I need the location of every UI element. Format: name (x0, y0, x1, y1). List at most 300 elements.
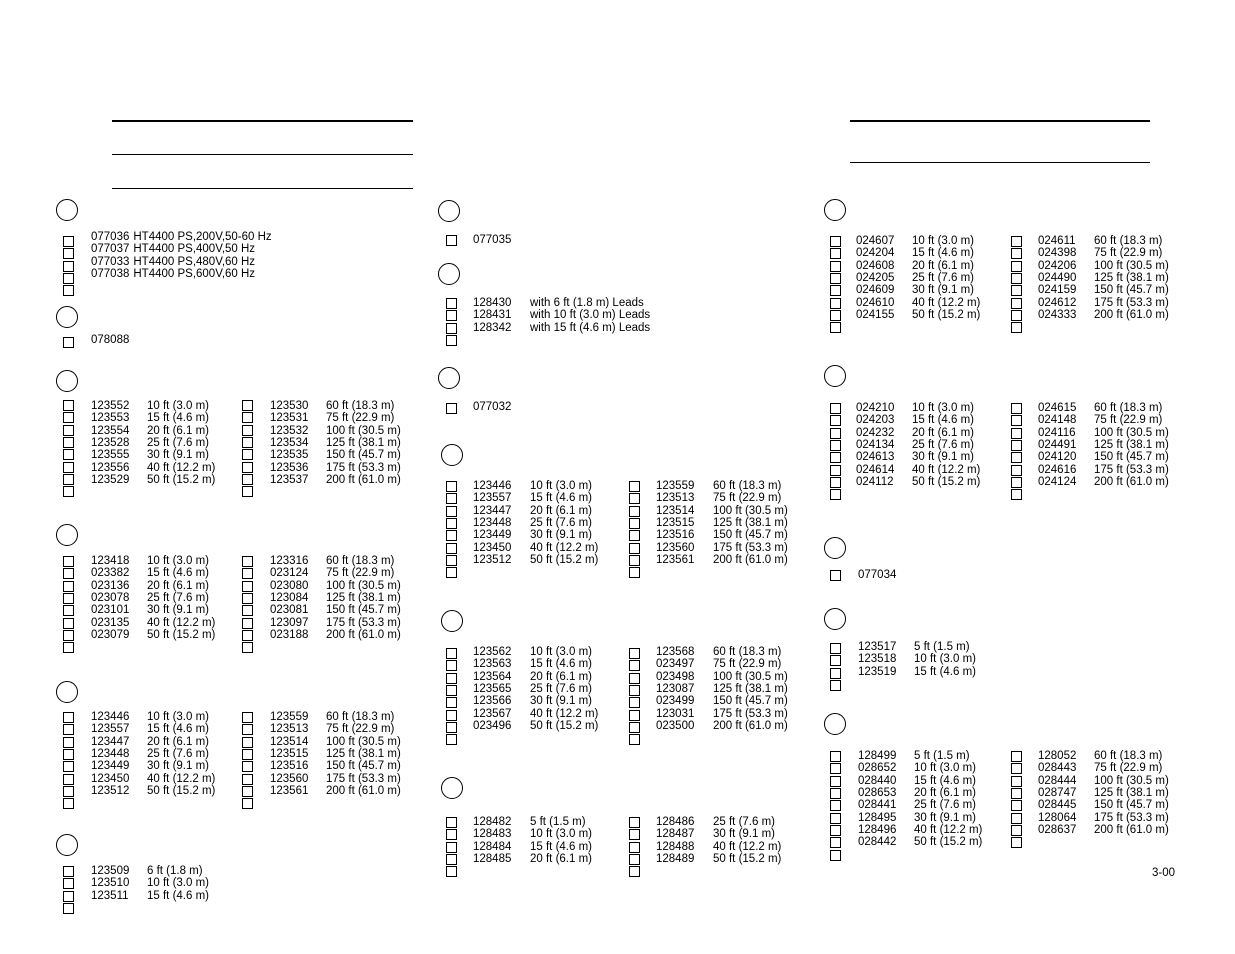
part-description: 125 ft (38.1 m) (1094, 439, 1169, 452)
part-number: 024333 (1038, 309, 1077, 322)
order-checkbox[interactable] (446, 817, 457, 828)
order-checkbox[interactable] (242, 462, 253, 473)
order-checkbox[interactable] (629, 493, 640, 504)
part-row (91, 877, 209, 889)
part-number: 028443 (1038, 762, 1077, 775)
order-checkbox[interactable] (830, 322, 841, 333)
order-checkbox[interactable] (242, 737, 253, 748)
order-checkbox[interactable] (629, 543, 640, 554)
order-checkbox[interactable] (830, 643, 841, 654)
part-description: 125 ft (38.1 m) (326, 748, 401, 761)
order-checkbox[interactable] (446, 518, 457, 529)
order-checkbox[interactable] (1011, 248, 1022, 259)
order-checkbox[interactable] (1011, 489, 1022, 500)
part-description: 150 ft (45.7 m) (326, 604, 401, 617)
order-checkbox[interactable] (446, 493, 457, 504)
order-checkbox[interactable] (446, 235, 457, 246)
checkbox-column (446, 235, 457, 247)
part-row (270, 773, 401, 785)
part-number: 123554 (91, 424, 130, 437)
part-row (473, 683, 598, 695)
order-checkbox[interactable] (63, 486, 74, 497)
order-checkbox[interactable] (629, 685, 640, 696)
part-description: 20 ft (6.1 m) (914, 787, 976, 800)
part-row (473, 671, 598, 683)
part-row (656, 542, 788, 554)
part-description: 60 ft (18.3 m) (713, 480, 782, 492)
order-checkbox[interactable] (1011, 477, 1022, 488)
part-description: 150 ft (45.7 m) (713, 529, 788, 542)
part-description: 200 ft (61.0 m) (326, 785, 401, 798)
order-checkbox[interactable] (63, 737, 74, 748)
part-row (473, 554, 598, 566)
order-checkbox[interactable] (1011, 261, 1022, 272)
part-description: 75 ft (22.9 m) (713, 492, 782, 505)
order-checkbox[interactable] (1011, 751, 1022, 762)
order-checkbox[interactable] (63, 630, 74, 641)
order-checkbox[interactable] (63, 412, 74, 423)
order-checkbox[interactable] (63, 285, 74, 296)
part-number: 123097 (270, 616, 309, 629)
part-row (473, 401, 530, 413)
part-number: 024124 (1038, 476, 1077, 489)
order-checkbox[interactable] (629, 518, 640, 529)
part-list (270, 711, 401, 797)
part-row (473, 720, 598, 732)
order-checkbox[interactable] (1011, 322, 1022, 333)
order-checkbox[interactable] (446, 673, 457, 684)
order-checkbox[interactable] (446, 543, 457, 554)
part-number: 024134 (856, 439, 895, 452)
part-row (91, 437, 215, 449)
part-description: 100 ft (30.5 m) (1094, 774, 1169, 787)
order-checkbox[interactable] (63, 337, 74, 348)
order-checkbox[interactable] (629, 673, 640, 684)
order-checkbox[interactable] (1011, 285, 1022, 296)
part-description: 40 ft (12.2 m) (147, 616, 216, 629)
part-row (856, 464, 980, 476)
part-number: 028442 (858, 836, 897, 849)
checkbox-column (446, 817, 457, 879)
order-checkbox[interactable] (1011, 788, 1022, 799)
order-checkbox[interactable] (629, 506, 640, 517)
order-checkbox[interactable] (63, 556, 74, 567)
order-checkbox[interactable] (242, 712, 253, 723)
order-checkbox[interactable] (629, 710, 640, 721)
order-checkbox[interactable] (830, 800, 841, 811)
part-row (656, 529, 788, 541)
order-checkbox[interactable] (446, 481, 457, 492)
part-row (473, 309, 650, 321)
order-checkbox[interactable] (830, 680, 841, 691)
order-checkbox[interactable] (63, 462, 74, 473)
order-checkbox[interactable] (629, 648, 640, 659)
part-description: 40 ft (12.2 m) (530, 707, 599, 720)
part-description: 50 ft (15.2 m) (530, 554, 599, 567)
order-checkbox[interactable] (629, 481, 640, 492)
order-checkbox[interactable] (242, 412, 253, 423)
order-checkbox[interactable] (242, 400, 253, 411)
page-number: 3-00 (1152, 867, 1176, 879)
order-checkbox[interactable] (830, 298, 841, 309)
part-number: 028445 (1038, 799, 1077, 812)
item-callout-circle (56, 370, 78, 392)
order-checkbox[interactable] (446, 734, 457, 745)
part-description: 20 ft (6.1 m) (530, 504, 592, 517)
order-checkbox[interactable] (63, 236, 74, 247)
order-checkbox[interactable] (1011, 415, 1022, 426)
part-number: 123561 (270, 785, 309, 798)
part-row (858, 824, 982, 836)
order-checkbox[interactable] (830, 261, 841, 272)
order-checkbox[interactable] (1011, 813, 1022, 824)
order-checkbox[interactable] (242, 449, 253, 460)
checkbox-column (446, 403, 457, 415)
order-checkbox[interactable] (446, 866, 457, 877)
part-description: 20 ft (6.1 m) (147, 424, 209, 437)
part-number: 123448 (473, 517, 512, 530)
order-checkbox[interactable] (63, 903, 74, 914)
part-description: 25 ft (7.6 m) (147, 592, 209, 605)
part-description: 175 ft (53.3 m) (326, 616, 401, 629)
part-number: 128487 (656, 828, 695, 841)
order-checkbox[interactable] (830, 428, 841, 439)
order-checkbox[interactable] (63, 761, 74, 772)
order-checkbox[interactable] (63, 786, 74, 797)
order-checkbox[interactable] (242, 605, 253, 616)
part-description: 150 ft (45.7 m) (713, 695, 788, 708)
order-checkbox[interactable] (830, 776, 841, 787)
order-checkbox[interactable] (1011, 298, 1022, 309)
order-checkbox[interactable] (830, 465, 841, 476)
order-checkbox[interactable] (830, 655, 841, 666)
part-row (656, 828, 781, 840)
order-checkbox[interactable] (63, 724, 74, 735)
part-row (858, 666, 976, 678)
order-checkbox[interactable] (830, 403, 841, 414)
part-number: 123535 (270, 449, 309, 462)
order-checkbox[interactable] (830, 285, 841, 296)
order-checkbox[interactable] (242, 474, 253, 485)
order-checkbox[interactable] (1011, 800, 1022, 811)
order-checkbox[interactable] (830, 668, 841, 679)
part-row (91, 555, 215, 567)
order-checkbox[interactable] (446, 829, 457, 840)
order-checkbox[interactable] (63, 400, 74, 411)
part-number: 028441 (858, 799, 897, 812)
part-row (91, 412, 215, 424)
part-description: 40 ft (12.2 m) (912, 463, 981, 476)
order-checkbox[interactable] (242, 437, 253, 448)
order-checkbox[interactable] (242, 798, 253, 809)
order-checkbox[interactable] (446, 842, 457, 853)
part-row (656, 517, 788, 529)
order-checkbox[interactable] (63, 581, 74, 592)
part-list (473, 234, 530, 246)
part-row (858, 641, 976, 653)
order-checkbox[interactable] (1011, 236, 1022, 247)
order-checkbox[interactable] (446, 403, 457, 414)
item-callout-circle (438, 200, 460, 222)
order-checkbox[interactable] (63, 878, 74, 889)
order-checkbox[interactable] (242, 568, 253, 579)
part-number: 123514 (270, 735, 309, 748)
order-checkbox[interactable] (830, 837, 841, 848)
order-checkbox[interactable] (242, 425, 253, 436)
part-number: 123530 (270, 400, 309, 412)
part-row (858, 653, 976, 665)
part-row (856, 235, 980, 247)
order-checkbox[interactable] (629, 722, 640, 733)
order-checkbox[interactable] (446, 555, 457, 566)
part-description: 100 ft (30.5 m) (326, 735, 401, 748)
part-number: 123537 (270, 474, 309, 487)
part-number: 024607 (856, 235, 895, 247)
part-description: 150 ft (45.7 m) (1094, 451, 1169, 464)
order-checkbox[interactable] (830, 570, 841, 581)
order-checkbox[interactable] (1011, 440, 1022, 451)
part-description: 200 ft (61.0 m) (713, 720, 788, 733)
part-number: 123559 (270, 711, 309, 723)
order-checkbox[interactable] (629, 842, 640, 853)
part-number: 077033 (91, 255, 130, 268)
order-checkbox[interactable] (629, 817, 640, 828)
part-number: 123529 (91, 474, 130, 487)
part-description: 200 ft (61.0 m) (1094, 476, 1169, 489)
part-number: 123518 (858, 653, 897, 666)
order-checkbox[interactable] (629, 829, 640, 840)
order-checkbox[interactable] (830, 477, 841, 488)
part-row (91, 773, 215, 785)
part-row (91, 449, 215, 461)
order-checkbox[interactable] (1011, 837, 1022, 848)
part-row (1038, 284, 1169, 296)
order-checkbox[interactable] (446, 854, 457, 865)
order-checkbox[interactable] (63, 866, 74, 877)
order-checkbox[interactable] (629, 530, 640, 541)
part-number: 024205 (856, 272, 895, 285)
part-row (270, 425, 401, 437)
order-checkbox[interactable] (830, 452, 841, 463)
order-checkbox[interactable] (242, 630, 253, 641)
part-description: 60 ft (18.3 m) (326, 555, 395, 567)
order-checkbox[interactable] (446, 298, 457, 309)
part-number: 123446 (91, 711, 130, 723)
order-checkbox[interactable] (242, 618, 253, 629)
order-checkbox[interactable] (63, 568, 74, 579)
part-row (270, 580, 401, 592)
order-checkbox[interactable] (1011, 310, 1022, 321)
part-list (91, 711, 215, 797)
part-description: 125 ft (38.1 m) (1094, 272, 1169, 285)
order-checkbox[interactable] (830, 751, 841, 762)
order-checkbox[interactable] (830, 850, 841, 861)
order-checkbox[interactable] (629, 866, 640, 877)
order-checkbox[interactable] (63, 618, 74, 629)
order-checkbox[interactable] (63, 891, 74, 902)
part-description: 10 ft (3.0 m) (530, 828, 592, 841)
order-checkbox[interactable] (830, 813, 841, 824)
part-description: 40 ft (12.2 m) (914, 824, 983, 837)
header-rule-left-bottom (112, 188, 413, 189)
order-checkbox[interactable] (63, 642, 74, 653)
order-checkbox[interactable] (446, 506, 457, 517)
order-checkbox[interactable] (1011, 452, 1022, 463)
part-row (91, 268, 272, 280)
order-checkbox[interactable] (63, 605, 74, 616)
part-number: 123510 (91, 877, 130, 890)
order-checkbox[interactable] (63, 425, 74, 436)
part-number: 123515 (656, 517, 695, 530)
order-checkbox[interactable] (63, 248, 74, 259)
part-list (1038, 750, 1169, 836)
order-checkbox[interactable] (830, 248, 841, 259)
part-description: 5 ft (1.5 m) (914, 750, 970, 762)
order-checkbox[interactable] (446, 697, 457, 708)
part-number: 123568 (656, 646, 695, 658)
order-checkbox[interactable] (242, 642, 253, 653)
order-checkbox[interactable] (1011, 403, 1022, 414)
part-row (856, 297, 980, 309)
order-checkbox[interactable] (242, 786, 253, 797)
order-checkbox[interactable] (242, 486, 253, 497)
part-row (91, 231, 272, 243)
part-number: 128496 (858, 824, 897, 837)
part-number: 024490 (1038, 272, 1077, 285)
order-checkbox[interactable] (242, 581, 253, 592)
order-checkbox[interactable] (830, 273, 841, 284)
part-row (91, 425, 215, 437)
part-list (270, 555, 401, 641)
order-checkbox[interactable] (830, 489, 841, 500)
part-number: 024159 (1038, 284, 1077, 297)
order-checkbox[interactable] (1011, 825, 1022, 836)
part-number: 024155 (856, 309, 895, 322)
part-description: 25 ft (7.6 m) (912, 272, 974, 285)
order-checkbox[interactable] (63, 261, 74, 272)
part-row (1038, 824, 1169, 836)
part-number: 023080 (270, 579, 309, 592)
order-checkbox[interactable] (446, 648, 457, 659)
order-checkbox[interactable] (63, 593, 74, 604)
part-list (91, 555, 215, 641)
part-row (858, 750, 982, 762)
order-checkbox[interactable] (242, 774, 253, 785)
part-description: 75 ft (22.9 m) (713, 658, 782, 671)
order-checkbox[interactable] (63, 437, 74, 448)
order-checkbox[interactable] (446, 567, 457, 578)
order-checkbox[interactable] (629, 660, 640, 671)
order-checkbox[interactable] (63, 798, 74, 809)
part-number: 123516 (270, 760, 309, 773)
part-number: 023188 (270, 629, 309, 642)
order-checkbox[interactable] (242, 593, 253, 604)
order-checkbox[interactable] (446, 335, 457, 346)
part-description: 15 ft (4.6 m) (147, 567, 209, 580)
part-row (91, 629, 215, 641)
order-checkbox[interactable] (1011, 428, 1022, 439)
order-checkbox[interactable] (830, 440, 841, 451)
order-checkbox[interactable] (830, 788, 841, 799)
order-checkbox[interactable] (1011, 273, 1022, 284)
order-checkbox[interactable] (830, 236, 841, 247)
order-checkbox[interactable] (63, 474, 74, 485)
order-checkbox[interactable] (446, 530, 457, 541)
order-checkbox[interactable] (629, 734, 640, 745)
part-list (91, 400, 215, 486)
checkbox-column (830, 751, 841, 862)
order-checkbox[interactable] (63, 774, 74, 785)
part-number: 123446 (473, 480, 512, 492)
order-checkbox[interactable] (830, 825, 841, 836)
order-checkbox[interactable] (830, 415, 841, 426)
part-row (1038, 464, 1169, 476)
order-checkbox[interactable] (629, 567, 640, 578)
order-checkbox[interactable] (446, 310, 457, 321)
part-row (270, 785, 401, 797)
order-checkbox[interactable] (830, 763, 841, 774)
order-checkbox[interactable] (629, 854, 640, 865)
order-checkbox[interactable] (446, 660, 457, 671)
order-checkbox[interactable] (63, 449, 74, 460)
order-checkbox[interactable] (446, 722, 457, 733)
order-checkbox[interactable] (242, 724, 253, 735)
part-list (270, 400, 401, 486)
order-checkbox[interactable] (242, 749, 253, 760)
order-checkbox[interactable] (63, 749, 74, 760)
order-checkbox[interactable] (830, 310, 841, 321)
part-row (656, 671, 788, 683)
order-checkbox[interactable] (629, 555, 640, 566)
part-description: 25 ft (7.6 m) (530, 683, 592, 696)
part-row (270, 567, 401, 579)
order-checkbox[interactable] (1011, 763, 1022, 774)
order-checkbox[interactable] (242, 761, 253, 772)
checkbox-column (446, 648, 457, 747)
checkbox-column (830, 570, 841, 582)
order-checkbox[interactable] (1011, 776, 1022, 787)
order-checkbox[interactable] (629, 697, 640, 708)
part-row (473, 646, 598, 658)
part-number: 023136 (91, 579, 130, 592)
part-description: 150 ft (45.7 m) (1094, 284, 1169, 297)
part-row (1038, 439, 1169, 451)
part-number: 024609 (856, 284, 895, 297)
order-checkbox[interactable] (63, 712, 74, 723)
order-checkbox[interactable] (446, 710, 457, 721)
part-description: 30 ft (9.1 m) (530, 529, 592, 542)
order-checkbox[interactable] (446, 323, 457, 334)
checkbox-column (629, 817, 640, 879)
part-number: 123448 (91, 748, 130, 761)
part-number: 024615 (1038, 402, 1077, 414)
part-list (91, 231, 272, 280)
order-checkbox[interactable] (446, 685, 457, 696)
order-checkbox[interactable] (1011, 465, 1022, 476)
part-row (270, 474, 401, 486)
order-checkbox[interactable] (63, 273, 74, 284)
part-number: 123559 (656, 480, 695, 492)
part-row (91, 711, 215, 723)
part-row (1038, 260, 1169, 272)
part-number: 023079 (91, 629, 130, 642)
part-description: 125 ft (38.1 m) (713, 683, 788, 696)
part-description: 30 ft (9.1 m) (147, 449, 209, 462)
part-description: 40 ft (12.2 m) (912, 296, 981, 309)
part-description: 30 ft (9.1 m) (912, 284, 974, 297)
order-checkbox[interactable] (242, 556, 253, 567)
part-list (1038, 402, 1169, 488)
